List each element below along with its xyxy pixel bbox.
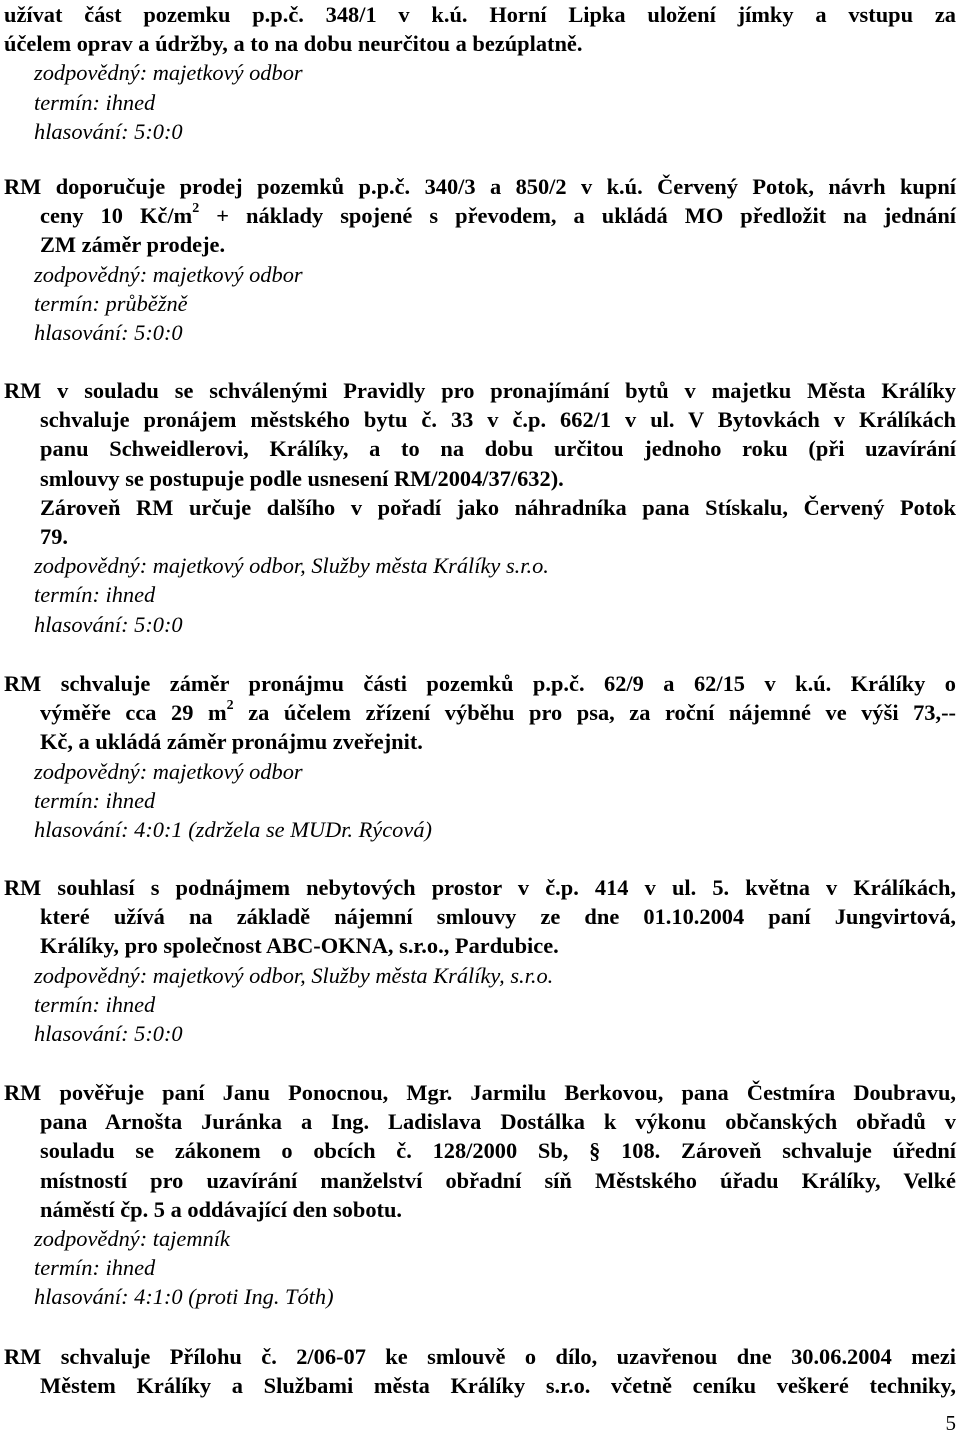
- deadline: termín: ihned: [34, 89, 156, 115]
- text-line: RM schvaluje Přílohu č. 2/06-07 ke smlouvě o dílo, uzavřenou dne 30.06.2004 mezi: [4, 1344, 956, 1369]
- vote: hlasování: 4:1:0 (proti Ing. Tóth): [34, 1284, 334, 1310]
- deadline: termín: ihned: [34, 1255, 156, 1281]
- text-line: výměře cca 29 $m^2$ za účelem zřízení výběhu pro psa, za roční nájemné ve výši 73,--: [40, 697, 957, 726]
- resolution-text: [4, 376, 956, 551]
- responsible: zodpovědný: majetkový odbor: [34, 60, 303, 86]
- resolution-1: [4, 0, 956, 146]
- responsible: zodpovědný: majetkový odbor, Služby města Králíky, s.r.o.: [34, 962, 554, 988]
- text-line: RM doporučuje prodej pozemků p.p.č. 340/3 a 850/2 v k.ú. Červený Potok, návrh kupní: [4, 174, 956, 199]
- resolution-7: [4, 1342, 956, 1400]
- deadline: termín: průběžně: [34, 290, 188, 316]
- resolution-text: [4, 669, 956, 757]
- resolution-3: [4, 376, 956, 639]
- text-line: RM v souladu se schválenými Pravidly pro pronajímání bytů v majetku Města Králíky: [4, 378, 956, 403]
- deadline: termín: ihned: [34, 582, 156, 608]
- text-line: Městem Králíky a Službami města Králíky s.r.o. včetně ceníku veškeré techniky,: [40, 1373, 956, 1399]
- text-line: RM pověřuje paní Janu Ponocnou, Mgr. Jarmilu Berkovou, pana Čestmíra Doubravu,: [4, 1080, 956, 1105]
- superscript: 2: [226, 697, 234, 713]
- responsible: zodpovědný: majetkový odbor: [34, 758, 303, 784]
- text-line: schvaluje pronájem městského bytu č. 33 v č.p. 662/1 v ul. V Bytovkách v Králíkách: [40, 407, 956, 433]
- vote: hlasování: 5:0:0: [34, 1021, 183, 1047]
- vote: hlasování: 4:0:1 (zdržela se MUDr. Rýcová): [34, 817, 432, 843]
- page-number: 5: [945, 1411, 956, 1435]
- text-line: užívat část pozemku p.p.č. 348/1 v k.ú. Horní Lipka uložení jímky a vstupu za: [4, 2, 956, 27]
- vote: hlasování: 5:0:0: [34, 118, 183, 144]
- text-line: Králíky, pro společnost ABC-OKNA, s.r.o., Pardubice.: [40, 933, 559, 959]
- text-line: místností pro uzavírání manželství obřadní síň Městského úřadu Králíky, Velké: [40, 1167, 956, 1193]
- resolution-text: [4, 1078, 956, 1224]
- text-line: smlouvy se postupuje podle usnesení RM/2004/37/632).: [40, 465, 564, 491]
- resolution-text: [4, 172, 956, 260]
- resolution-text: [4, 1342, 956, 1400]
- text-line: 79.: [40, 524, 68, 550]
- text-line: RM schvaluje záměr pronájmu části pozemků p.p.č. 62/9 a 62/15 v k.ú. Králíky o: [4, 671, 956, 696]
- responsible: zodpovědný: majetkový odbor, Služby města Králíky s.r.o.: [34, 553, 549, 579]
- responsible: zodpovědný: tajemník: [34, 1226, 230, 1252]
- text-line: souladu se zákonem o obcích č. 128/2000 Sb, § 108. Zároveň schvaluje úřední: [40, 1138, 956, 1164]
- text-line: pana Arnošta Juránka a Ing. Ladislava Dostálka k výkonu občanských obřadů v: [40, 1109, 956, 1135]
- text-line: ZM záměr prodeje.: [40, 232, 226, 258]
- vote: hlasování: 5:0:0: [34, 320, 183, 346]
- resolution-6: [4, 1078, 956, 1312]
- text-line: náměstí čp. 5 a oddávající den sobotu.: [40, 1196, 403, 1222]
- deadline: termín: ihned: [34, 991, 156, 1017]
- deadline: termín: ihned: [34, 787, 156, 813]
- vote: hlasování: 5:0:0: [34, 611, 183, 637]
- resolution-2: [4, 172, 956, 347]
- responsible: zodpovědný: majetkový odbor: [34, 261, 303, 287]
- text-line: Zároveň RM určuje dalšího v pořadí jako náhradníka pana Stískalu, Červený Potok: [40, 494, 956, 520]
- resolution-text: [4, 0, 956, 58]
- text-line: RM souhlasí s podnájmem nebytových prostor v č.p. 414 v ul. 5. května v Králíkách,: [4, 875, 956, 900]
- text-line: panu Schweidlerovi, Králíky, a to na dobu určitou jednoho roku (při uzavírání: [40, 436, 956, 462]
- resolution-text: [4, 873, 956, 961]
- text-line: které užívá na základě nájemní smlouvy ze dne 01.10.2004 paní Jungvirtová,: [40, 904, 956, 930]
- text-line: ceny 10 $Kč/m^2$ + náklady spojené s převodem, a ukládá MO předložit na jednání: [40, 200, 956, 229]
- text-line: účelem oprav a údržby, a to na dobu neurčitou a bezúplatně.: [4, 31, 583, 57]
- resolution-5: [4, 873, 956, 1048]
- text-line: Kč, a ukládá záměr pronájmu zveřejnit.: [40, 729, 423, 755]
- superscript: 2: [192, 200, 200, 216]
- resolution-4: [4, 669, 956, 844]
